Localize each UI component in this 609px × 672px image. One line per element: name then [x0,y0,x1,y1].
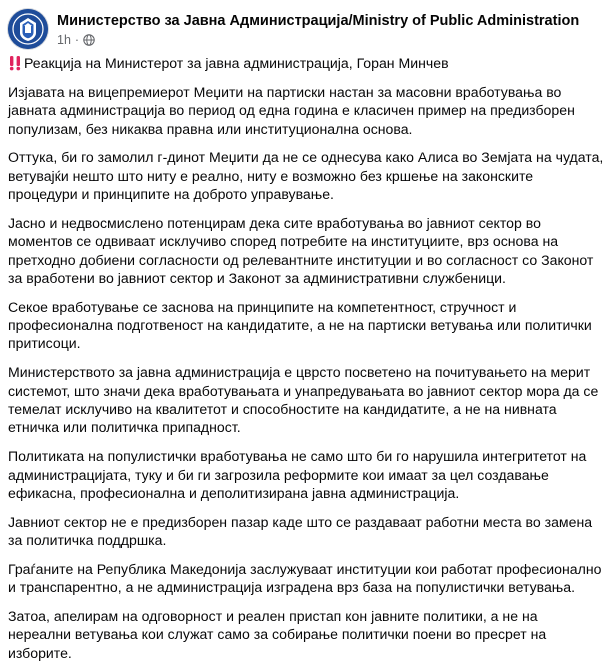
post-paragraph: Секое вработување се заснова на принципите на компетентност, стручност и професионална подготвеност на кандидатите, а не на партиски ветувања или политички притисоци. [8,298,592,352]
page-avatar[interactable] [8,9,48,49]
post-meta [57,32,95,48]
post-paragraph: Политиката на популистички вработувања не само што би го нарушила интегритетот на администрацијата, туку и би ги загрозила реформите кои имаат за цел создавање ефикасна, професионална и деполитизирана јавна администрација. [8,448,587,501]
post-timestamp[interactable]: 1h [57,33,71,47]
post-paragraph: Изјавата на вицепремиерот Меџити на партиски настан за масовни вработувања во јавната администрација во период од една година е класичен пример на предизборен популизам, без никаква правна или институционална основа. [8,83,575,137]
post-paragraph: Министерството за јавна администрација е цврсто посветено на почитувањето на мерит системот, што значи дека вработувањата и унапредувањата во јавниот сектор мора да се темелат исклучиво на квалитетот и способностите на кандидатите, а не на нивната етничка или политичка припадност. [8,364,599,436]
globe-icon[interactable] [83,34,95,46]
post-header [8,9,603,49]
ministry-emblem-icon [8,9,48,49]
meta-separator: · [74,33,80,47]
post-body [8,54,604,672]
post-paragraph: Јавниот сектор не е предизборен пазар каде што се раздаваат работни места во замена за политичка поддршка. [8,513,593,549]
post-paragraph: Јасно и недвосмислено потенцирам дека сите вработувања во јавниот сектор во моментов се одвиваат исклучиво според потребите на институциите, врз основа на претходно добиени согласности од релевантните институции и во согласност со Законот за вработени во јавниот сектор и Законот за административни службеници. [8,214,594,286]
post-headline [8,54,604,72]
page-name-link[interactable]: Министерство за Јавна Администрација/Ministry of Public Administration [57,13,580,29]
post-paragraph: Затоа, апелирам на одговорност и реален пристап кон јавните политики, а не на нереални ветувања кои служат само за собирање политички поени во пресрет на изборите. [8,607,547,661]
post-paragraph: Оттука, би го замолил г-динот Меџити да не се однесува како Алиса во Земјата на чудата, ветувајќи нешто што ниту е реално, ниту е возможно без кршење на законските процедури и принципите на доброто управување. [8,149,604,203]
double-exclamation-icon [8,55,22,71]
headline-text: Реакција на Министерот за јавна администрација, Горан Минчев [24,55,449,71]
post-paragraph: Граѓаните на Република Македонија заслужуваат институции кои работат професионално и транспарентно, а не администрација изградена врз база на популистички ветувања. [8,560,602,596]
